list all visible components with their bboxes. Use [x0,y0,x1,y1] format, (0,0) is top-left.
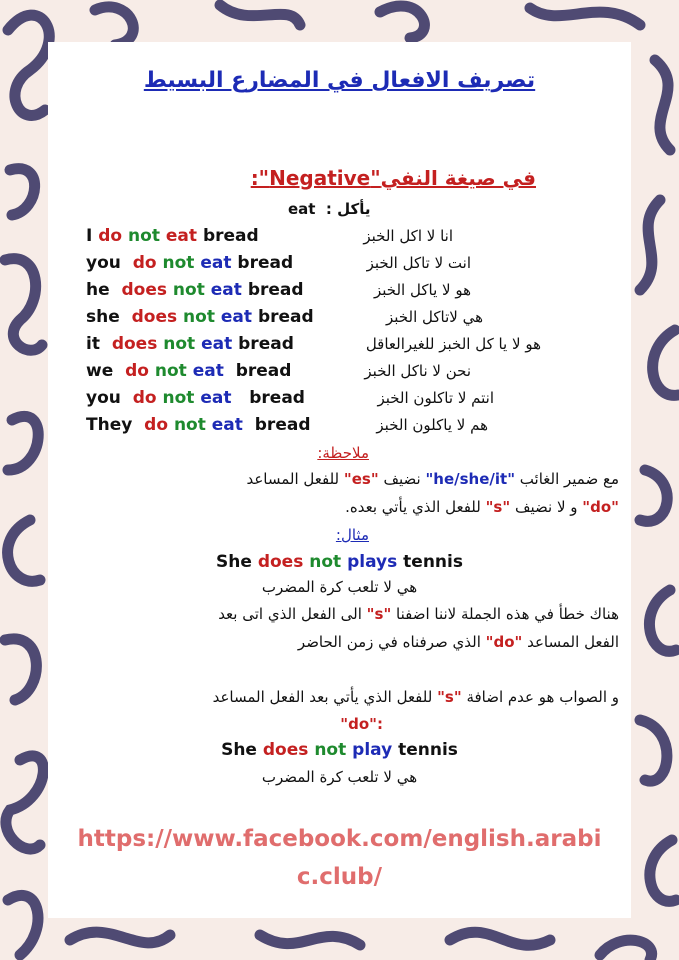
negation: not [173,415,206,435]
auxiliary: does [111,334,158,354]
conjugation-row-you-plural [48,388,631,412]
verb: eat [220,307,253,327]
object: bread [237,253,294,273]
english-sentence [86,307,314,327]
verb-line [288,200,371,218]
verb-english: eat [288,200,316,218]
object: bread [238,334,294,354]
conjugation-row-i [48,226,631,250]
arabic-translation: هي لاتاكل الخبز [386,308,483,326]
correction-line-1 [213,688,619,706]
note-line-2 [345,498,619,516]
note-text: للفعل المساعد [246,470,344,488]
verb-separator: : [325,200,332,218]
content-card [48,42,631,918]
object: bread [254,415,311,435]
subject: They [86,415,133,435]
english-sentence [86,388,305,408]
english-sentence [86,361,291,381]
negation: not [162,253,195,273]
auxiliary: do [132,253,157,273]
conjugation-row-you [48,253,631,277]
page-title: تصريف الافعال في المضارع البسيط [143,68,536,93]
english-sentence [86,253,293,273]
example-wrong-translation: هي لا تلعب كرة المضرب [261,578,418,596]
example-correct-sentence [48,740,631,760]
subject: you [86,253,121,273]
auxiliary: do [144,415,169,435]
negation: not [172,280,205,300]
example-heading: مثال: [335,526,369,544]
verb: plays [347,552,398,572]
subject: it [86,334,100,354]
object: bread [257,307,314,327]
note-text: نضيف [378,470,426,488]
negation: not [162,388,195,408]
object: bread [235,361,292,381]
conjugation-row-we [48,361,631,385]
note-text: و لا نضيف [510,498,583,516]
auxiliary: do [132,388,157,408]
verb: eat [192,361,224,381]
object: tennis [398,740,458,760]
conjugation-row-he [48,280,631,304]
negative-heading-english: "Negative": [250,166,381,190]
english-sentence [86,226,259,246]
subject: he [86,280,110,300]
auxiliary: does [262,740,309,760]
arabic-translation: نحن لا ناكل الخبز [364,362,471,380]
facebook-url-link[interactable] [48,820,631,896]
auxiliary: do [125,361,149,381]
english-sentence [86,280,304,300]
explanation-text: الى الفعل الذي اتى بعد [218,605,367,623]
explanation-line-2 [298,633,619,651]
explanation-suffix-s: "s" [366,605,392,623]
note-text: للفعل الذي يأتي بعده. [345,498,486,516]
note-aux-do: "do" [582,498,619,516]
note-text: مع ضمير الغائب [515,470,619,488]
auxiliary: does [257,552,304,572]
verb: eat [165,226,198,246]
subject: she [86,307,120,327]
note-line-1 [246,470,619,488]
object: bread [249,388,305,408]
negative-heading [251,166,536,190]
explanation-line-1 [218,605,619,623]
object: bread [247,280,304,300]
verb: eat [200,253,232,273]
arabic-translation: انا لا اكل الخبز [363,227,453,245]
english-sentence [86,415,311,435]
subject: you [86,388,121,408]
arabic-translation: انتم لا تاكلون الخبز [377,389,494,407]
arabic-translation: انت لا تاكل الخبز [366,254,471,272]
arabic-translation: هو لا ياكل الخبز [374,281,471,299]
example-correct-translation: هي لا تلعب كرة المضرب [261,768,418,786]
auxiliary: does [121,280,167,300]
subject: She [221,740,257,760]
english-sentence [86,334,294,354]
conjugation-row-it [48,334,631,358]
auxiliary: does [131,307,178,327]
correction-suffix-s: "s" [437,688,462,706]
arabic-translation: هم لا ياكلون الخبز [376,416,488,434]
note-pronouns: "he/she/it" [425,470,516,488]
conjugation-row-they [48,415,631,439]
negation: not [163,334,196,354]
correction-text: و الصواب هو عدم اضافة [461,688,619,706]
correction-aux-do: :"do" [340,715,383,733]
verb: eat [211,415,243,435]
note-suffix-s: "s" [485,498,511,516]
example-wrong-sentence [48,552,631,572]
verb: eat [200,388,232,408]
correction-line-2 [340,715,383,733]
object: tennis [403,552,463,572]
verb: eat [210,280,242,300]
negation: not [154,361,187,381]
explanation-aux-do: "do" [485,633,523,651]
verb-arabic: يأكل [337,200,371,218]
subject: we [86,361,114,381]
explanation-text: هناك خطأ في هذه الجملة لاننا اضفنا [391,605,619,623]
subject: She [216,552,252,572]
verb: eat [201,334,233,354]
negation: not [183,307,215,327]
negation: not [128,226,160,246]
url-line-1[interactable]: https://www.facebook.com/english.arabi [77,826,602,852]
correction-text: للفعل الذي يأتي بعد الفعل المساعد [212,688,438,706]
note-suffix-es: "es" [343,470,379,488]
negation: not [314,740,347,760]
arabic-translation: هو لا يا كل الخبز للغيرالعاقل [365,335,541,353]
conjugation-row-she [48,307,631,331]
explanation-text: الذي صرفناه في زمن الحاضر [297,633,486,651]
explanation-text: الفعل المساعد [522,633,619,651]
negative-heading-arabic: في صيغة النفي [380,166,536,190]
auxiliary: do [98,226,123,246]
url-line-2[interactable]: c.club/ [296,864,383,890]
object: bread [202,226,259,246]
verb: play [352,740,393,760]
subject: I [86,226,93,246]
negation: not [309,552,342,572]
note-heading: ملاحظة: [317,444,369,462]
